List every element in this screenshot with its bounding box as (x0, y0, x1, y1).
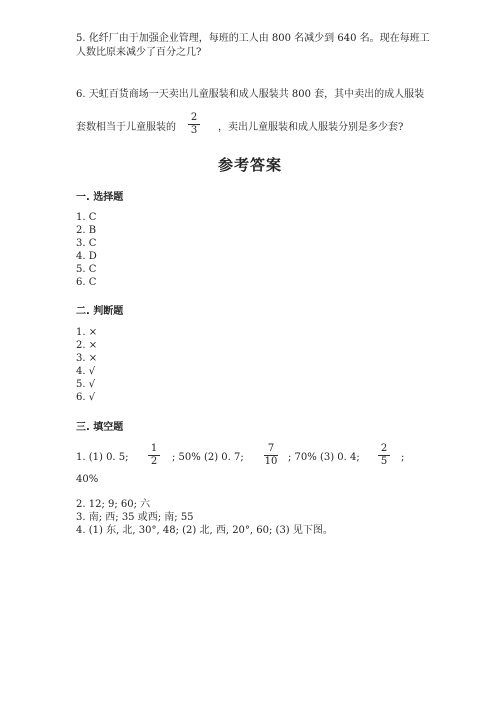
fill-answer-2: 2. 12; 9; 60; 六 (76, 499, 151, 510)
question-5-line-1: 5. 化纤厂由于加强企业管理，每班的工人由 800 名减少到 640 名。现在每班工 (76, 33, 430, 44)
judge-answer: 3. × (76, 353, 98, 364)
fraction-numerator: 2 (190, 112, 198, 123)
answer-title: 参考答案 (217, 156, 282, 174)
fraction-numerator: 2 (380, 443, 388, 454)
judge-answer: 1. × (76, 327, 98, 338)
fill-answer-1-fraction-1 (146, 443, 162, 468)
fraction-numerator: 1 (150, 443, 158, 454)
judge-answer: 6. √ (76, 392, 96, 403)
fraction-denominator: 10 (264, 456, 278, 467)
question-6-line-1: 6. 天虹百货商场一天卖出儿童服装和成人服装共 800 套，其中卖出的成人服装 (76, 89, 425, 100)
choice-answer: 1. C (76, 212, 97, 223)
fill-answer-1-part-4: ; (401, 452, 405, 463)
judge-answer: 2. × (76, 340, 98, 351)
fraction-denominator: 3 (190, 125, 198, 136)
fill-answer-1-part-3: ; 70% (3) 0. 4; (288, 452, 360, 463)
section-judge-heading: 二. 判断题 (76, 306, 124, 317)
fraction-denominator: 5 (380, 456, 388, 467)
fill-answer-4: 4. (1) 东, 北, 30°, 48; (2) 北, 西, 20°, 60; (3) 见下图。 (76, 525, 333, 536)
question-6-fraction (186, 112, 202, 137)
section-fill-heading: 三. 填空题 (76, 422, 124, 433)
fill-answer-1-part-2: ; 50% (2) 0. 7; (172, 452, 244, 463)
choice-answer: 5. C (76, 264, 97, 275)
fill-answer-1-continued: 40% (76, 474, 99, 485)
fill-answer-3: 3. 南; 西; 35 或西; 南; 55 (76, 512, 194, 523)
question-6-line-2-start: 套数相当于儿童服装的 (76, 122, 176, 133)
judge-answer: 4. √ (76, 366, 96, 377)
choice-answer: 6. C (76, 277, 97, 288)
fill-answer-1-fraction-2 (262, 443, 280, 468)
fraction-denominator: 2 (150, 456, 158, 467)
section-choice-heading: 一. 选择题 (76, 192, 124, 203)
choice-answer: 3. C (76, 238, 97, 249)
fill-answer-1-part-1: 1. (1) 0. 5; (76, 452, 129, 463)
question-6-line-2-end: ，卖出儿童服装和成人服装分别是多少套? (218, 122, 404, 133)
choice-answer: 2. B (76, 225, 97, 236)
judge-answer: 5. √ (76, 379, 96, 390)
fraction-numerator: 7 (267, 443, 275, 454)
fill-answer-1-fraction-3 (376, 443, 392, 468)
question-5-line-2: 人数比原来减少了百分之几? (76, 47, 202, 58)
choice-answer: 4. D (76, 251, 97, 262)
